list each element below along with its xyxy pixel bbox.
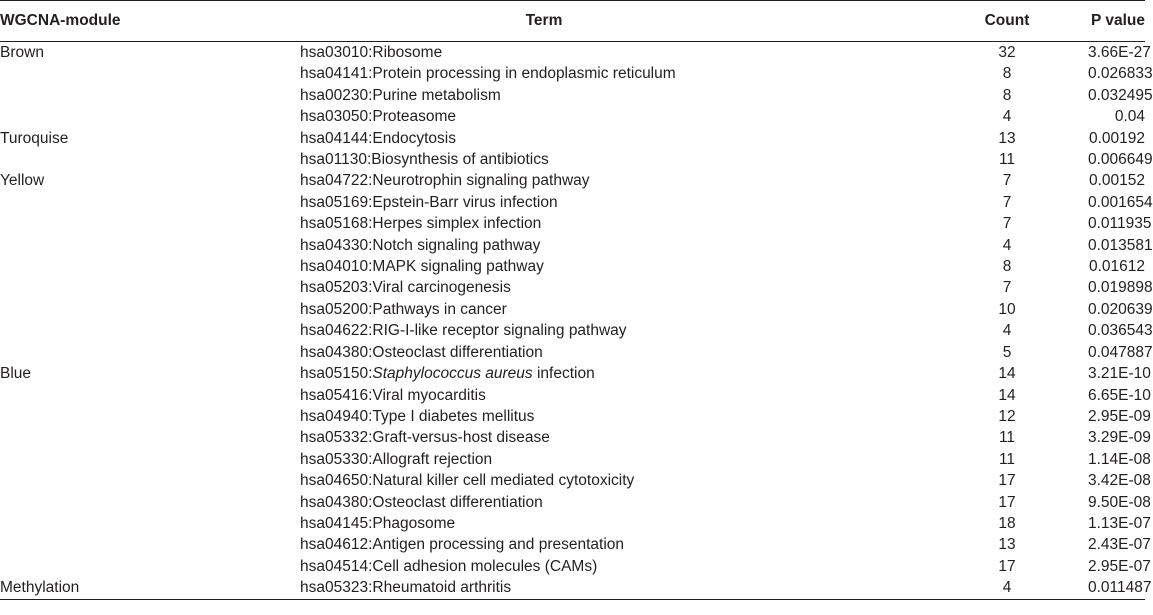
term-name: Pathways in cancer	[372, 300, 507, 318]
term-name: Viral myocarditis	[372, 386, 486, 404]
table-row	[0, 213, 1145, 234]
term-cell	[300, 106, 688, 127]
p-value-cell: 0.013581	[1088, 236, 1153, 254]
count-value: 8	[1002, 65, 1012, 83]
term-name: Viral carcinogenesis	[372, 279, 511, 297]
count-value: 18	[998, 514, 1016, 532]
table-row	[0, 556, 1145, 577]
term-cell	[300, 85, 688, 106]
module-cell: Blue	[0, 365, 32, 383]
table-row	[0, 577, 1145, 599]
module-cell: Turoquise	[0, 129, 69, 147]
p-value-cell: 0.006649	[1088, 151, 1153, 169]
count-cell	[688, 513, 1088, 534]
term-cell	[300, 149, 688, 170]
term-id: hsa04144:	[300, 129, 373, 147]
term-id: hsa05169:	[300, 193, 373, 211]
table-row	[0, 149, 1145, 170]
count-value: 14	[998, 386, 1016, 404]
count-cell	[688, 213, 1088, 234]
count-value: 11	[998, 450, 1016, 468]
module-cell	[0, 427, 300, 448]
header-term	[300, 1, 688, 42]
count-value: 13	[998, 129, 1016, 147]
count-cell	[688, 406, 1088, 427]
count-cell	[688, 192, 1088, 213]
count-cell	[688, 277, 1088, 298]
term-id: hsa05332:	[300, 429, 373, 447]
header-count-label: Count	[984, 12, 1030, 29]
term-cell	[300, 556, 688, 577]
table-row	[0, 406, 1145, 427]
p-value-cell: 0.011935	[1088, 215, 1152, 233]
count-cell	[688, 299, 1088, 320]
count-value: 10	[998, 300, 1016, 318]
term-id: hsa05168:	[300, 215, 373, 233]
table-row	[0, 449, 1145, 470]
term-cell	[300, 385, 688, 406]
term-cell	[300, 363, 688, 384]
term-cell	[300, 449, 688, 470]
p-value-cell: 2.43E-07	[1088, 536, 1151, 554]
count-value: 11	[998, 151, 1016, 169]
count-cell	[688, 85, 1088, 106]
term-id: hsa03050:	[300, 108, 373, 126]
table-row	[0, 63, 1145, 84]
count-cell	[688, 320, 1088, 341]
count-value: 11	[998, 429, 1016, 447]
p-value-cell: 0.00192	[1088, 129, 1145, 147]
module-cell	[0, 534, 300, 555]
count-value: 8	[1002, 258, 1012, 276]
count-cell	[688, 63, 1088, 84]
term-cell	[300, 513, 688, 534]
count-cell	[688, 149, 1088, 170]
header-term-label: Term	[525, 12, 563, 29]
term-id: hsa05330:	[300, 450, 373, 468]
term-name-suffix: infection	[532, 365, 595, 383]
term-id: hsa05323:	[300, 579, 373, 597]
term-name: Natural killer cell mediated cytotoxicity	[372, 472, 635, 490]
term-cell	[300, 256, 688, 277]
term-name: RIG-I-like receptor signaling pathway	[372, 322, 627, 340]
count-cell	[688, 128, 1088, 149]
count-cell	[688, 342, 1088, 363]
table-row	[0, 256, 1145, 277]
module-cell	[0, 63, 300, 84]
module-cell	[0, 449, 300, 470]
term-id: hsa04380:	[300, 493, 373, 511]
count-cell	[688, 363, 1088, 384]
header-p-value: P value	[1088, 1, 1145, 42]
count-value: 5	[1002, 343, 1012, 361]
term-id: hsa05150:	[300, 365, 373, 383]
term-name: Allograft rejection	[372, 450, 493, 468]
table-row	[0, 192, 1145, 213]
count-cell	[688, 577, 1088, 599]
table-body	[0, 42, 1153, 600]
term-id: hsa04141:	[300, 65, 373, 83]
table-row	[0, 85, 1145, 106]
count-value: 4	[1002, 108, 1012, 126]
p-value-cell: 0.00152	[1088, 172, 1145, 190]
p-value-cell: 2.95E-07	[1088, 557, 1151, 575]
p-value-cell: 1.14E-08	[1088, 450, 1151, 468]
count-cell	[688, 256, 1088, 277]
table-row	[0, 513, 1145, 534]
term-cell	[300, 235, 688, 256]
term-name: MAPK signaling pathway	[372, 258, 544, 276]
term-cell	[300, 277, 688, 298]
count-cell	[688, 470, 1088, 491]
p-value-cell: 3.29E-09	[1088, 429, 1151, 447]
term-name: Notch signaling pathway	[372, 236, 541, 254]
term-cell	[300, 320, 688, 341]
p-value-cell: 0.026833	[1088, 65, 1153, 83]
count-cell	[688, 42, 1088, 64]
term-name: Proteasome	[372, 108, 456, 126]
term-id: hsa03010:	[300, 44, 373, 61]
count-value: 7	[1002, 279, 1012, 297]
term-cell	[300, 192, 688, 213]
table-row	[0, 170, 1145, 191]
p-value-cell: 0.04	[1114, 108, 1145, 126]
term-name: Herpes simplex infection	[372, 215, 542, 233]
term-cell	[300, 128, 688, 149]
term-id: hsa04612:	[300, 536, 373, 554]
term-name: Endocytosis	[372, 129, 456, 147]
module-cell	[0, 320, 300, 341]
table-row	[0, 470, 1145, 491]
module-cell	[0, 470, 300, 491]
module-cell: Methylation	[0, 577, 300, 599]
term-name: Graft-versus-host disease	[372, 429, 550, 447]
module-cell	[0, 406, 300, 427]
term-id: hsa04010:	[300, 258, 373, 276]
header-wgcna-module: WGCNA-module	[0, 1, 300, 42]
term-name: Phagosome	[372, 514, 456, 532]
term-id: hsa05203:	[300, 279, 373, 297]
table-row	[0, 42, 1145, 64]
module-cell	[0, 492, 300, 513]
table-row	[0, 342, 1145, 363]
term-cell	[300, 213, 688, 234]
module-cell	[0, 85, 300, 106]
table-row	[0, 128, 1145, 149]
table-row	[0, 534, 1145, 555]
p-value-cell: 6.65E-10	[1088, 386, 1151, 404]
header-count	[688, 1, 1088, 42]
count-value: 8	[1002, 86, 1012, 104]
count-cell	[688, 106, 1088, 127]
count-cell	[688, 170, 1088, 191]
p-value-cell: 0.01612	[1088, 258, 1145, 276]
term-id: hsa00230:	[300, 86, 373, 104]
term-name: Rheumatoid arthritis	[372, 579, 512, 597]
p-value-cell: 3.42E-08	[1088, 472, 1151, 490]
term-name: Staphylococcus aureus	[372, 365, 533, 383]
p-value-cell: 3.21E-10	[1088, 365, 1151, 383]
term-name: Purine metabolism	[372, 86, 501, 104]
module-cell	[0, 556, 300, 577]
p-value-cell: 0.011487	[1088, 577, 1145, 599]
table-row	[0, 363, 1145, 384]
term-id: hsa04622:	[300, 322, 373, 340]
module-cell	[0, 342, 300, 363]
term-name: Cell adhesion molecules (CAMs)	[372, 557, 598, 575]
term-cell	[300, 534, 688, 555]
term-cell	[300, 63, 688, 84]
term-id: hsa04380:	[300, 343, 373, 361]
table-row	[0, 427, 1145, 448]
count-value: 14	[998, 365, 1016, 383]
term-name: Ribosome	[372, 44, 443, 61]
table-header	[0, 1, 1145, 42]
module-cell	[0, 277, 300, 298]
count-cell	[688, 427, 1088, 448]
module-cell	[0, 513, 300, 534]
term-name: Protein processing in endoplasmic reticulum	[372, 65, 676, 83]
table-row	[0, 320, 1145, 341]
term-cell	[300, 406, 688, 427]
count-value: 32	[998, 44, 1016, 61]
module-cell: Yellow	[0, 172, 45, 190]
term-name: Biosynthesis of antibiotics	[371, 151, 549, 169]
term-id: hsa01130:	[300, 151, 372, 169]
count-value: 4	[1002, 236, 1012, 254]
term-name: Antigen processing and presentation	[372, 536, 625, 554]
term-id: hsa04514:	[300, 557, 373, 575]
term-id: hsa04940:	[300, 407, 373, 425]
table-row	[0, 277, 1145, 298]
count-value: 4	[1002, 579, 1012, 597]
term-name: Osteoclast differentiation	[372, 343, 543, 361]
module-cell	[0, 235, 300, 256]
p-value-cell: 3.66E-27	[1088, 44, 1151, 61]
term-id: hsa04330:	[300, 236, 373, 254]
term-cell	[300, 299, 688, 320]
count-value: 13	[998, 536, 1016, 554]
table-row	[0, 106, 1145, 127]
count-value: 17	[998, 557, 1016, 575]
count-cell	[688, 492, 1088, 513]
term-name: Type I diabetes mellitus	[372, 407, 535, 425]
term-name: Osteoclast differentiation	[372, 493, 543, 511]
table-row	[0, 235, 1145, 256]
p-value-cell: 9.50E-08	[1088, 493, 1151, 511]
count-value: 12	[998, 407, 1016, 425]
p-value-cell: 0.032495	[1088, 86, 1153, 104]
count-value: 17	[998, 493, 1016, 511]
count-value: 7	[1002, 172, 1012, 190]
module-cell: Brown	[0, 44, 44, 61]
term-id: hsa04722:	[300, 172, 373, 190]
module-cell	[0, 106, 300, 127]
term-id: hsa04145:	[300, 514, 373, 532]
count-value: 4	[1002, 322, 1012, 340]
count-value: 17	[998, 472, 1016, 490]
module-cell	[0, 213, 300, 234]
count-cell	[688, 385, 1088, 406]
p-value-cell: 0.047887	[1088, 343, 1153, 361]
p-value-cell: 0.036543	[1088, 322, 1153, 340]
p-value-cell: 0.001654	[1088, 193, 1153, 211]
term-cell	[300, 577, 688, 599]
term-cell	[300, 470, 688, 491]
header-row	[0, 1, 1145, 42]
term-cell	[300, 342, 688, 363]
module-cell	[0, 385, 300, 406]
module-cell	[0, 192, 300, 213]
table-row	[0, 385, 1145, 406]
term-cell	[300, 42, 688, 64]
table-row	[0, 492, 1145, 513]
module-cell	[0, 149, 300, 170]
p-value-cell: 2.95E-09	[1088, 407, 1151, 425]
module-cell	[0, 299, 300, 320]
term-id: hsa05200:	[300, 300, 373, 318]
count-cell	[688, 556, 1088, 577]
term-cell	[300, 170, 688, 191]
term-id: hsa05416:	[300, 386, 373, 404]
module-cell	[0, 256, 300, 277]
term-name: Epstein-Barr virus infection	[372, 193, 558, 211]
term-cell	[300, 427, 688, 448]
p-value-cell: 0.020639	[1088, 300, 1153, 318]
count-cell	[688, 534, 1088, 555]
p-value-cell: 1.13E-07	[1088, 514, 1151, 532]
count-value: 7	[1002, 193, 1012, 211]
term-cell	[300, 492, 688, 513]
count-value: 7	[1002, 215, 1012, 233]
p-value-cell: 0.019898	[1088, 279, 1153, 297]
term-id: hsa04650:	[300, 472, 373, 490]
count-cell	[688, 235, 1088, 256]
count-cell	[688, 449, 1088, 470]
term-name: Neurotrophin signaling pathway	[372, 172, 590, 190]
table-row	[0, 299, 1145, 320]
